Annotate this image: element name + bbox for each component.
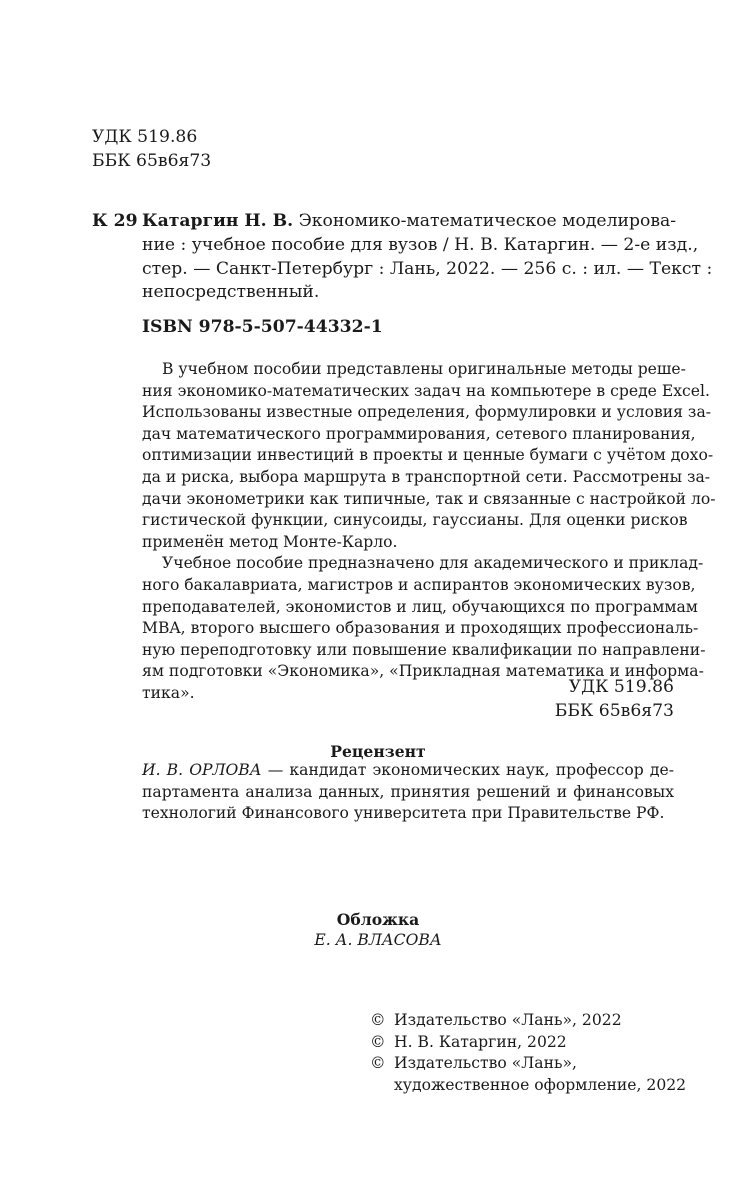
copyright-row [370,1075,686,1097]
reviewer-line-1 [142,760,674,782]
copyright-row [370,1010,686,1032]
annotation-line: гистической функции, синусоиды, гауссианы. Для оценки рисков [142,511,688,530]
copyright-text: Издательство «Лань», 2022 [394,1011,622,1029]
annotation-line: преподавателей, экономистов и лиц, обучающихся по программам [142,597,698,616]
biblio-line-3: стер. — Санкт-Петербург : Лань, 2022. — 256 с. : ил. — Текст : [142,258,713,279]
annotation-line: дач математического программирования, сетевого планирования, [142,424,696,443]
copyright-notices [370,1010,686,1096]
bbk-code: ББК 65в6я73 [92,150,212,171]
copyright-icon: © [370,1011,386,1029]
reviewer-line-3: технологий Финансового университета при Правительстве РФ. [142,804,665,823]
classification-top [92,126,211,174]
annotation-line: ям подготовки «Экономика», «Прикладная математика и информа- [142,662,704,681]
annotation-line: дачи эконометрики как типичные, так и связанные с настройкой ло- [142,489,716,508]
cover-heading: Обложка [336,910,420,929]
annotation [142,359,716,705]
annotation-line: да и риска, выбора маршрута в транспортной сети. Рассмотрены за- [142,467,711,486]
reviewer-line-2: партамента анализа данных, принятия решений и финансовых [142,782,674,801]
annotation-line: Использованы известные определения, формулировки и условия за- [142,403,712,422]
isbn: ISBN 978-5-507-44332-1 [142,317,383,337]
copyright-row [370,1053,686,1075]
annotation-line: ную переподготовку или повышение квалификации по направлени- [142,640,706,659]
reviewer-text [142,760,674,825]
copyright-icon: © [370,1032,386,1051]
udk-code: УДК 519.86 [92,127,198,147]
biblio-title: Экономико-математическое моделирова- [293,211,677,231]
annotation-line: оптимизации инвестиций в проекты и ценные бумаги с учётом дохо- [142,446,714,465]
annotation-line: MBA, второго высшего образования и проходящих профессиональ- [142,619,699,638]
reviewer-heading: Рецензент [330,742,426,761]
author-code: К 29 [92,211,138,231]
copyright-icon: © [370,1054,386,1073]
annotation-line: тика». [142,683,195,702]
reviewer-name: И. В. ОРЛОВА [142,761,262,779]
bbk-code: ББК 65в6я73 [554,700,674,721]
copyright-row [370,1032,686,1054]
annotation-line: ния экономико-математических задач на компьютере в среде Excel. [142,381,710,400]
annotation-line: Учебное пособие предназначено для академического и приклад- [162,554,704,573]
copyright-continuation: художественное оформление, 2022 [394,1075,687,1094]
cover-designer-name: Е. А. ВЛАСОВА [314,931,442,949]
copyright-text: Издательство «Лань», [394,1054,577,1073]
copyright-text: Н. В. Катаргин, 2022 [394,1032,567,1051]
biblio-author: Катаргин Н. В. [142,211,294,231]
bibliographic-record [142,210,713,305]
annotation-line: применён метод Монте-Карло. [142,532,398,551]
biblio-line-4: непосредственный. [142,282,320,303]
annotation-line: ного бакалавриата, магистров и аспирантов экономических вузов, [142,575,696,594]
annotation-line: В учебном пособии представлены оригинальные методы реше- [162,360,686,378]
udk-code: УДК 519.86 [568,677,674,697]
reviewer-desc: — кандидат экономических наук, профессор де- [261,761,674,779]
biblio-line-1 [142,210,677,234]
biblio-line-2: ние : учебное пособие для вузов / Н. В. Катаргин. — 2-е изд., [142,234,699,255]
classification-bottom [555,676,674,724]
